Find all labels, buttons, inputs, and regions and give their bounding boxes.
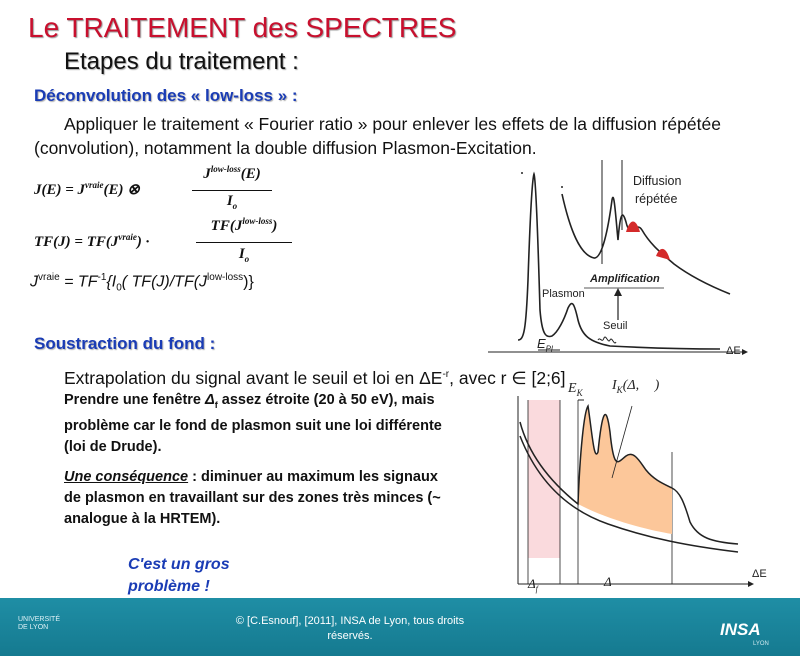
diagram2-axis-arrow — [748, 581, 754, 587]
background-subtraction-diagram — [508, 392, 768, 592]
eq2-denominator: $I_o$ — [238, 246, 250, 264]
label-delta-f: $\Delta_f$ — [528, 576, 538, 594]
paragraph-consequence: Une conséquence : diminuer au maximum les signaux de plasmon en travaillant sur des zones très minces (~ analogue à la HRTEM). — [64, 469, 441, 527]
label-ik: $I_K(\Delta$, ) — [612, 378, 660, 395]
insa-logo-sub: LYON — [753, 641, 769, 647]
red-peak-1 — [626, 222, 640, 233]
diagram1-axis-arrow — [742, 349, 748, 355]
amplification-arrowhead — [614, 288, 622, 296]
equation-convolution — [34, 180, 140, 199]
eq1-mid: (E) ⊗ — [103, 182, 140, 198]
equation-fourier: $TF(J) = TF(J^{vraie})$ · — [34, 232, 150, 250]
label-ek: $E_K$ — [568, 381, 583, 398]
eq1-sup: vraie — [85, 180, 104, 190]
label-diffusion-line2: répétée — [635, 192, 678, 206]
insa-logo: INSA — [720, 620, 761, 639]
eq1-denominator: $I_o$ — [226, 193, 238, 211]
label-epl: $E_{Pl}$ — [537, 336, 553, 354]
page-subtitle: Etapes du traitement : — [64, 48, 299, 75]
paragraph-fourier-ratio: Appliquer le traitement « Fourier ratio » pour enlever les effets de la diffusion répétée (convolution), notamment la double diffusion Plasmon-Excitation. — [34, 114, 721, 158]
label-plasmon: Plasmon — [542, 288, 585, 300]
eq1-lhs: J(E) = J — [34, 182, 86, 198]
eq2-numerator: $TF(J^{low-loss})$ — [210, 216, 278, 234]
diagram2-axis-label: ΔE — [752, 568, 767, 580]
label-delta: Δ — [604, 574, 612, 589]
eq1-numerator: $J^{low-loss}(E)$ — [203, 164, 261, 182]
equation-inverse-fourier: $J^{vraie} = TF^{-1}\{I_0$( $TF(J)/TF(J^{low-loss})$} — [30, 272, 254, 294]
page-title: Le TRAITEMENT des SPECTRES — [28, 12, 457, 43]
universite-de-lyon-logo: UNIVERSITÉ DE LYON — [18, 616, 61, 631]
diagram1-axis-label: ΔE — [726, 345, 741, 357]
paragraph-extrapolation: Extrapolation du signal avant le seuil et loi en $\Delta E^{-r}$, avec r ∈ [2;6] — [64, 368, 566, 388]
eq2-fraction-bar — [196, 242, 292, 243]
label-seuil: Seuil — [603, 320, 628, 332]
eq1-fraction-bar — [192, 190, 272, 191]
footer-copyright: © [C.Esnouf], [2011], INSA de Lyon, tous droits réservés. — [235, 615, 465, 642]
edge-signal-area — [578, 406, 672, 534]
conclusion-text: C'est un gros problème ! — [128, 556, 230, 595]
paragraph-window-choice: Prendre une fenêtre $\Delta_f$ assez étroite (20 à 50 eV), mais problème car le fond de plasmon suit une loi différente (loi de Drude). — [64, 392, 442, 455]
section-heading-background: Soustraction du fond : — [34, 334, 216, 353]
curve-threshold — [598, 337, 616, 343]
label-diffusion-line1: Diffusion — [633, 174, 682, 188]
label-amplification: Amplification — [590, 273, 660, 285]
section-heading-deconvolution: Déconvolution des « low-loss » : — [34, 86, 298, 105]
